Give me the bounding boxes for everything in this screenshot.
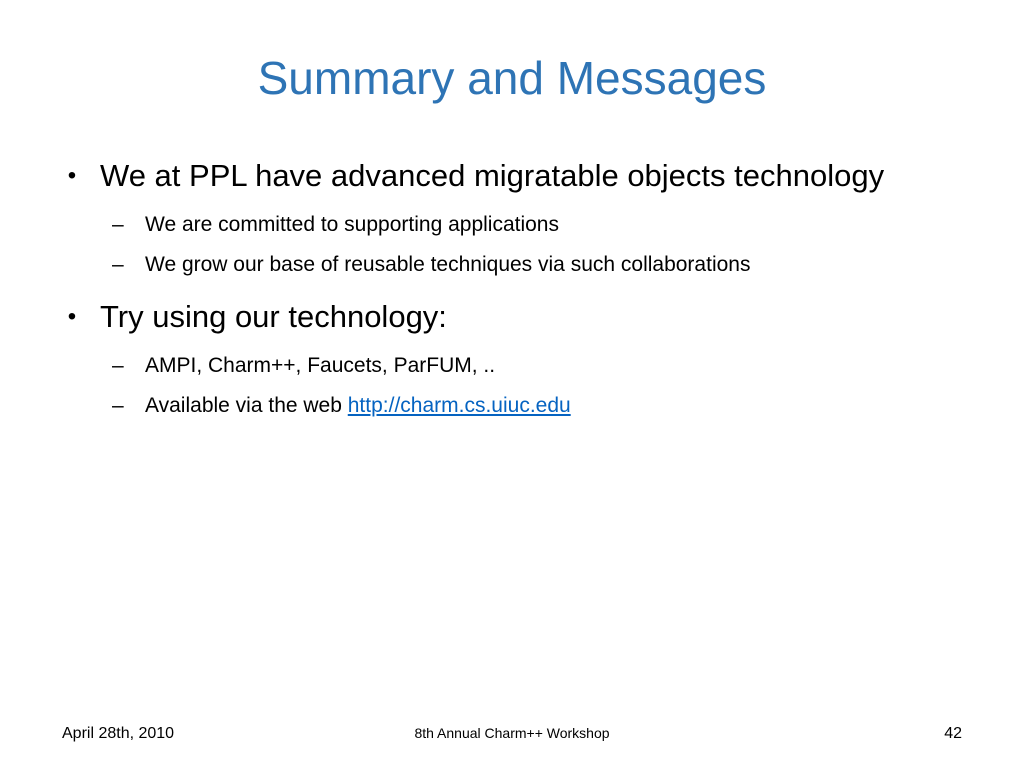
sub-bullet-item [62, 346, 942, 386]
sub-bullet-list [62, 205, 942, 285]
sub-bullet-text: Available via the web [145, 394, 348, 417]
bullet-item [62, 152, 942, 199]
sub-bullet-text: We grow our base of reusable techniques via such collaborations [145, 253, 751, 276]
dash-marker: – [112, 394, 124, 417]
bullet-marker: • [67, 303, 77, 330]
sub-bullet-text: We are committed to supporting applications [145, 213, 559, 236]
sub-bullet-item [62, 205, 942, 245]
bullet-text: Try using our technology: [100, 299, 447, 334]
dash-marker: – [112, 354, 124, 377]
slide-title: Summary and Messages [257, 52, 767, 104]
bullet-marker: • [67, 162, 77, 189]
bullet-item [62, 293, 942, 340]
dash-marker: – [112, 253, 124, 276]
sub-bullet-text: AMPI, Charm++, Faucets, ParFUM, .. [145, 354, 496, 377]
dash-marker: – [112, 213, 124, 236]
sub-bullet-list [62, 346, 942, 426]
sub-bullet-item [62, 245, 942, 285]
charm-website-link[interactable]: http://charm.cs.uiuc.edu [347, 394, 571, 417]
page-number: 42 [944, 725, 962, 742]
footer-event: 8th Annual Charm++ Workshop [414, 725, 610, 741]
sub-bullet-item [62, 386, 942, 426]
footer-date: April 28th, 2010 [62, 725, 175, 742]
bullet-text: We at PPL have advanced migratable objects technology [100, 158, 885, 193]
slide-content [62, 152, 942, 434]
